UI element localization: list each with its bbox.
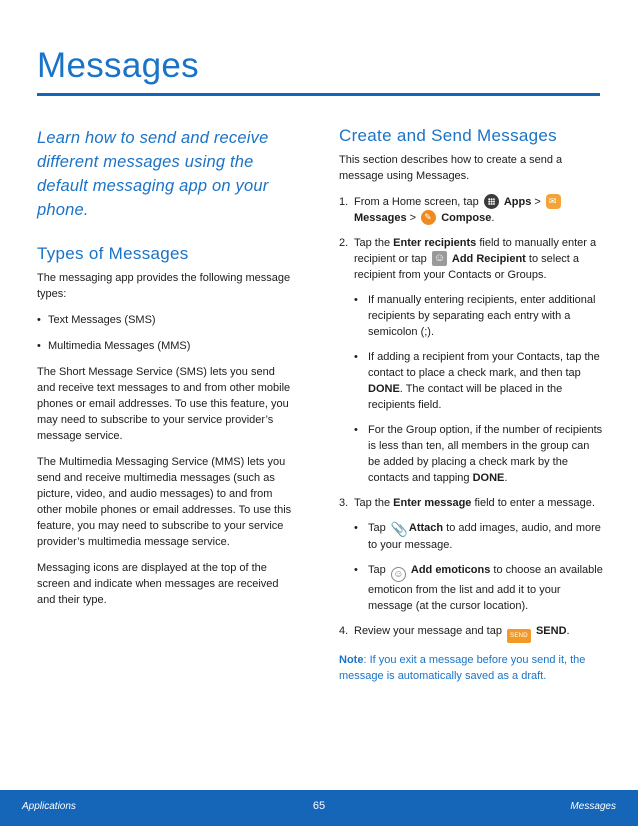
section-intro: This section describes how to create a send a message using Messages. — [339, 154, 563, 182]
sub-text: . The contact will be placed in the recipients field. — [368, 383, 563, 411]
enter-recipients-label: Enter recipients — [393, 237, 477, 249]
sub-list — [354, 292, 603, 486]
bullet-icon: • — [37, 314, 41, 326]
done-label: DONE — [472, 472, 505, 484]
step-number: 4. — [339, 625, 349, 637]
note-label: Note — [339, 654, 364, 666]
step-3 — [339, 495, 603, 614]
sub-text: Tap — [368, 522, 386, 534]
steps-list — [339, 194, 603, 643]
step-number: 3. — [339, 497, 349, 509]
list-item — [37, 312, 292, 328]
create-send-heading: Create and Send Messages — [339, 126, 557, 145]
send-label: SEND — [535, 625, 567, 637]
send-icon: SEND — [507, 629, 531, 643]
footer-chapter-label: Messages — [570, 801, 616, 812]
step-number: 1. — [339, 196, 349, 208]
bullet-icon: • — [354, 351, 358, 363]
messages-label: Messages — [354, 212, 407, 224]
add-emoticons-label: Add emoticons — [410, 564, 491, 576]
punctuation: . — [566, 625, 570, 637]
sub-text: For the Group option, if the number of recipients is less than ten, all members in the group can be added by placing a check mark by the contacts and tapping — [368, 424, 603, 484]
step-1 — [339, 194, 603, 226]
sub-text: If manually entering recipients, enter additional recipients by separating each entry with a semicolon (;). — [368, 294, 596, 338]
separator: > — [531, 196, 541, 208]
intro-text: Learn how to send and receive different messages using the default messaging app on your phone. — [37, 129, 269, 219]
emoticon-icon: ☺ — [391, 567, 406, 582]
step-text: From a Home screen, tap — [354, 196, 479, 208]
types-heading: Types of Messages — [37, 244, 189, 263]
step-text: Tap the — [354, 237, 394, 249]
types-intro: The messaging app provides the following message types: — [37, 272, 291, 300]
step-text: Review your message and tap — [354, 625, 502, 637]
apps-label: Apps — [503, 196, 532, 208]
add-recipient-label: Add Recipient — [451, 253, 526, 265]
list-item — [354, 520, 603, 553]
sub-text: to choose an available emoticon from the list and add it to your message (at the cursor location). — [368, 564, 603, 612]
step-text: field to enter a message. — [471, 497, 595, 509]
attach-label: Attach — [408, 522, 444, 534]
messages-icon — [546, 194, 561, 209]
bullet-text: Text Messages (SMS) — [48, 314, 156, 326]
step-text: Tap the — [354, 497, 394, 509]
bullet-icon: • — [354, 564, 358, 576]
title-divider — [37, 93, 600, 96]
bullet-text: Multimedia Messages (MMS) — [48, 340, 191, 352]
compose-icon — [421, 210, 436, 225]
bullet-icon: • — [354, 294, 358, 306]
step-text: field to manually enter a recipient or tap — [354, 237, 597, 265]
list-item — [354, 422, 603, 486]
enter-message-label: Enter message — [393, 497, 472, 509]
sub-text: Tap — [368, 564, 386, 576]
add-recipient-icon — [432, 251, 447, 266]
punctuation: . — [491, 212, 495, 224]
sub-text: . — [504, 472, 508, 484]
page-title: Messages — [37, 46, 199, 85]
attach-icon: 📎 — [390, 521, 409, 537]
sub-list — [354, 520, 603, 614]
right-column — [339, 126, 603, 694]
page-number: 65 — [312, 800, 326, 812]
left-column — [37, 126, 292, 618]
apps-icon — [484, 194, 499, 209]
note-paragraph — [339, 652, 603, 684]
bullet-icon: • — [37, 340, 41, 352]
mms-paragraph: The Multimedia Messaging Service (MMS) lets you send and receive multimedia messages (such as picture, video, and audio messages) to and from other mobile phones or email addresses. To use this feature, you may need to subscribe to your service provider’s multimedia message service. — [37, 456, 292, 548]
list-item — [354, 292, 603, 340]
sub-text: If adding a recipient from your Contacts, tap the contact to place a check mark, and then tap — [368, 351, 600, 379]
done-label: DONE — [368, 383, 400, 395]
icons-paragraph: Messaging icons are displayed at the top of the screen and indicate when messages are received and their type. — [37, 562, 279, 606]
footer-bar — [0, 790, 638, 826]
sms-paragraph: The Short Message Service (SMS) lets you send and receive text messages to and from other mobile phones or email addresses. To use this feature, you may need to subscribe to your service provider’s message service. — [37, 366, 291, 442]
list-item — [354, 349, 603, 413]
footer-section-label: Applications — [22, 801, 76, 812]
compose-label: Compose — [441, 212, 492, 224]
step-number: 2. — [339, 237, 349, 249]
step-2 — [339, 235, 603, 486]
separator: > — [406, 212, 417, 224]
note-text: : If you exit a message before you send it, the message is automatically saved as a draft. — [339, 654, 586, 682]
step-4 — [339, 623, 603, 643]
bullet-icon: • — [354, 522, 358, 534]
step-text: to select a recipient from your Contacts or Groups. — [354, 253, 580, 281]
sub-text: to add images, audio, and more to your message. — [368, 522, 601, 551]
list-item — [354, 562, 603, 614]
bullet-icon: • — [354, 424, 358, 436]
list-item — [37, 338, 292, 354]
